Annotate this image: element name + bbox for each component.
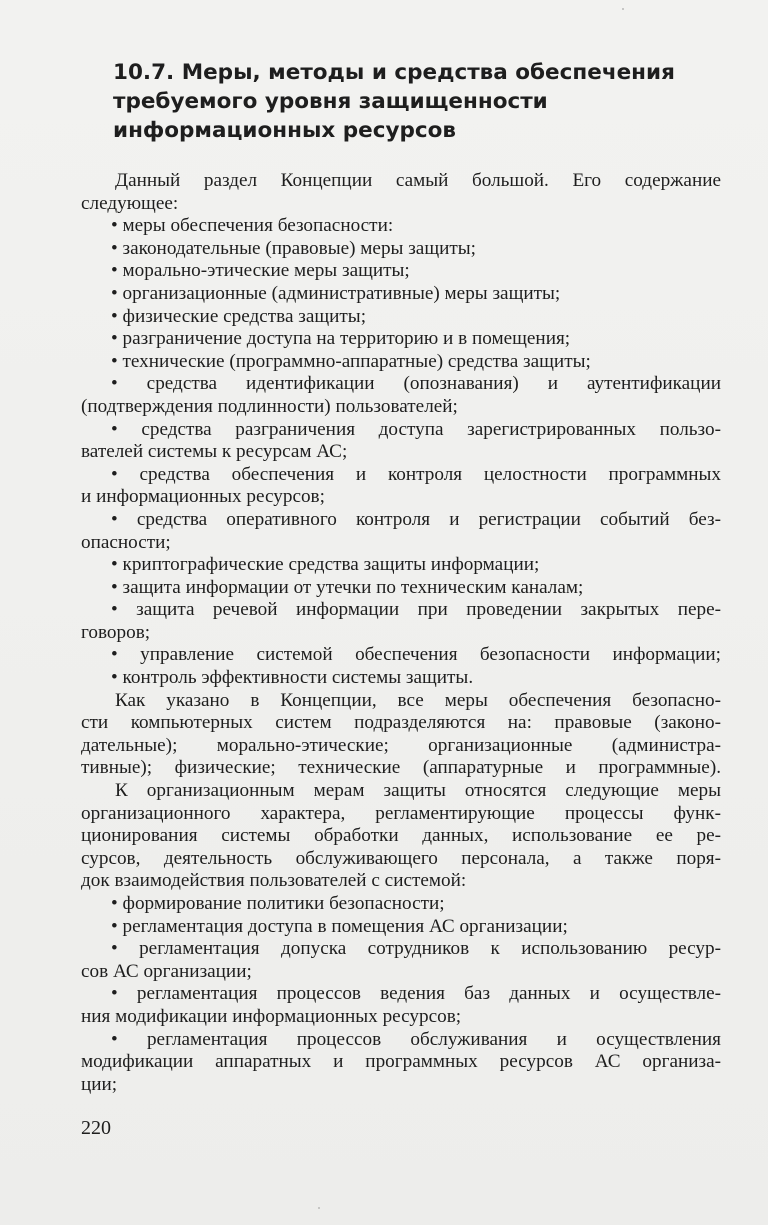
list-item-continuation: опасности;	[81, 531, 171, 553]
list-item: • криптографические средства защиты информации;	[111, 554, 540, 576]
heading-line: информационных ресурсов	[113, 118, 457, 143]
list-item: • защита речевой информации при проведении закрытых пере-	[111, 599, 721, 621]
list-item: • морально-этические меры защиты;	[111, 260, 410, 282]
text-line: Данный раздел Концепции самый большой. Его содержание	[115, 170, 721, 191]
text-line: тивные); физические; технические (аппаратурные и программные).	[81, 757, 721, 779]
text-line: дательные); морально-этические; организационные (администра-	[81, 734, 721, 756]
list-item: • средства идентификации (опознавания) и аутентификации	[111, 373, 721, 395]
list-item-continuation: говоров;	[81, 621, 151, 643]
list-item-continuation: вателей системы к ресурсам АС;	[81, 441, 348, 463]
list-item: • контроль эффективности системы защиты.	[111, 667, 474, 689]
paper-speck	[318, 1207, 320, 1209]
list-item: • средства оперативного контроля и регистрации событий без-	[111, 508, 721, 530]
text-line: следующее:	[81, 192, 179, 214]
list-item: • регламентация процессов обслуживания и осуществления	[111, 1028, 721, 1050]
list-item: • меры обеспечения безопасности:	[111, 215, 394, 237]
heading-line: требуемого уровня защищенности	[113, 89, 548, 114]
list-item: • разграничение доступа на территорию и в помещения;	[111, 328, 571, 350]
text-line: К организационным мерам защиты относятся следующие меры	[115, 780, 721, 802]
list-item: • законодательные (правовые) меры защиты;	[111, 237, 476, 259]
text-line: Как указано в Концепции, все меры обеспечения безопасно-	[115, 689, 721, 711]
list-item: • организационные (административные) меры защиты;	[111, 282, 561, 304]
list-item: • управление системой обеспечения безопасности информации;	[111, 644, 721, 666]
list-item: • регламентация доступа в помещения АС организации;	[111, 915, 568, 937]
text-line: организационного характера, регламентирующие процессы функ-	[81, 802, 721, 824]
list-item: • средства разграничения доступа зарегистрированных пользо-	[111, 418, 721, 440]
section-heading	[113, 58, 713, 145]
body-text	[81, 170, 721, 1096]
list-item: • физические средства защиты;	[111, 305, 367, 327]
list-item-continuation: сов АС организации;	[81, 960, 252, 982]
text-line: ционирования системы обработки данных, использование ее ре-	[81, 825, 721, 847]
list-item-continuation: ции;	[81, 1073, 118, 1095]
text-line: док взаимодействия пользователей с системой:	[81, 870, 467, 892]
list-item: • защита информации от утечки по техническим каналам;	[111, 576, 584, 598]
list-item: • регламентация допуска сотрудников к использованию ресур-	[111, 938, 721, 960]
list-item-continuation: (подтверждения подлинности) пользователей;	[81, 395, 458, 417]
page-number: 220	[81, 1117, 111, 1139]
text-line: сти компьютерных систем подразделяются на: правовые (законо-	[81, 712, 721, 734]
list-item-continuation: и информационных ресурсов;	[81, 486, 325, 508]
heading-line: 10.7. Меры, методы и средства обеспечения	[113, 60, 675, 85]
list-item: • технические (программно-аппаратные) средства защиты;	[111, 350, 591, 372]
list-item: • средства обеспечения и контроля целостности программных	[111, 463, 721, 485]
paper-speck	[622, 8, 624, 10]
list-item: • регламентация процессов ведения баз данных и осуществле-	[111, 983, 721, 1005]
list-item-continuation: ния модификации информационных ресурсов;	[81, 1005, 462, 1027]
list-item: • формирование политики безопасности;	[111, 893, 445, 914]
list-item-continuation: модификации аппаратных и программных ресурсов АС организа-	[81, 1051, 721, 1073]
text-line: сурсов, деятельность обслуживающего персонала, а также поря-	[81, 847, 721, 869]
